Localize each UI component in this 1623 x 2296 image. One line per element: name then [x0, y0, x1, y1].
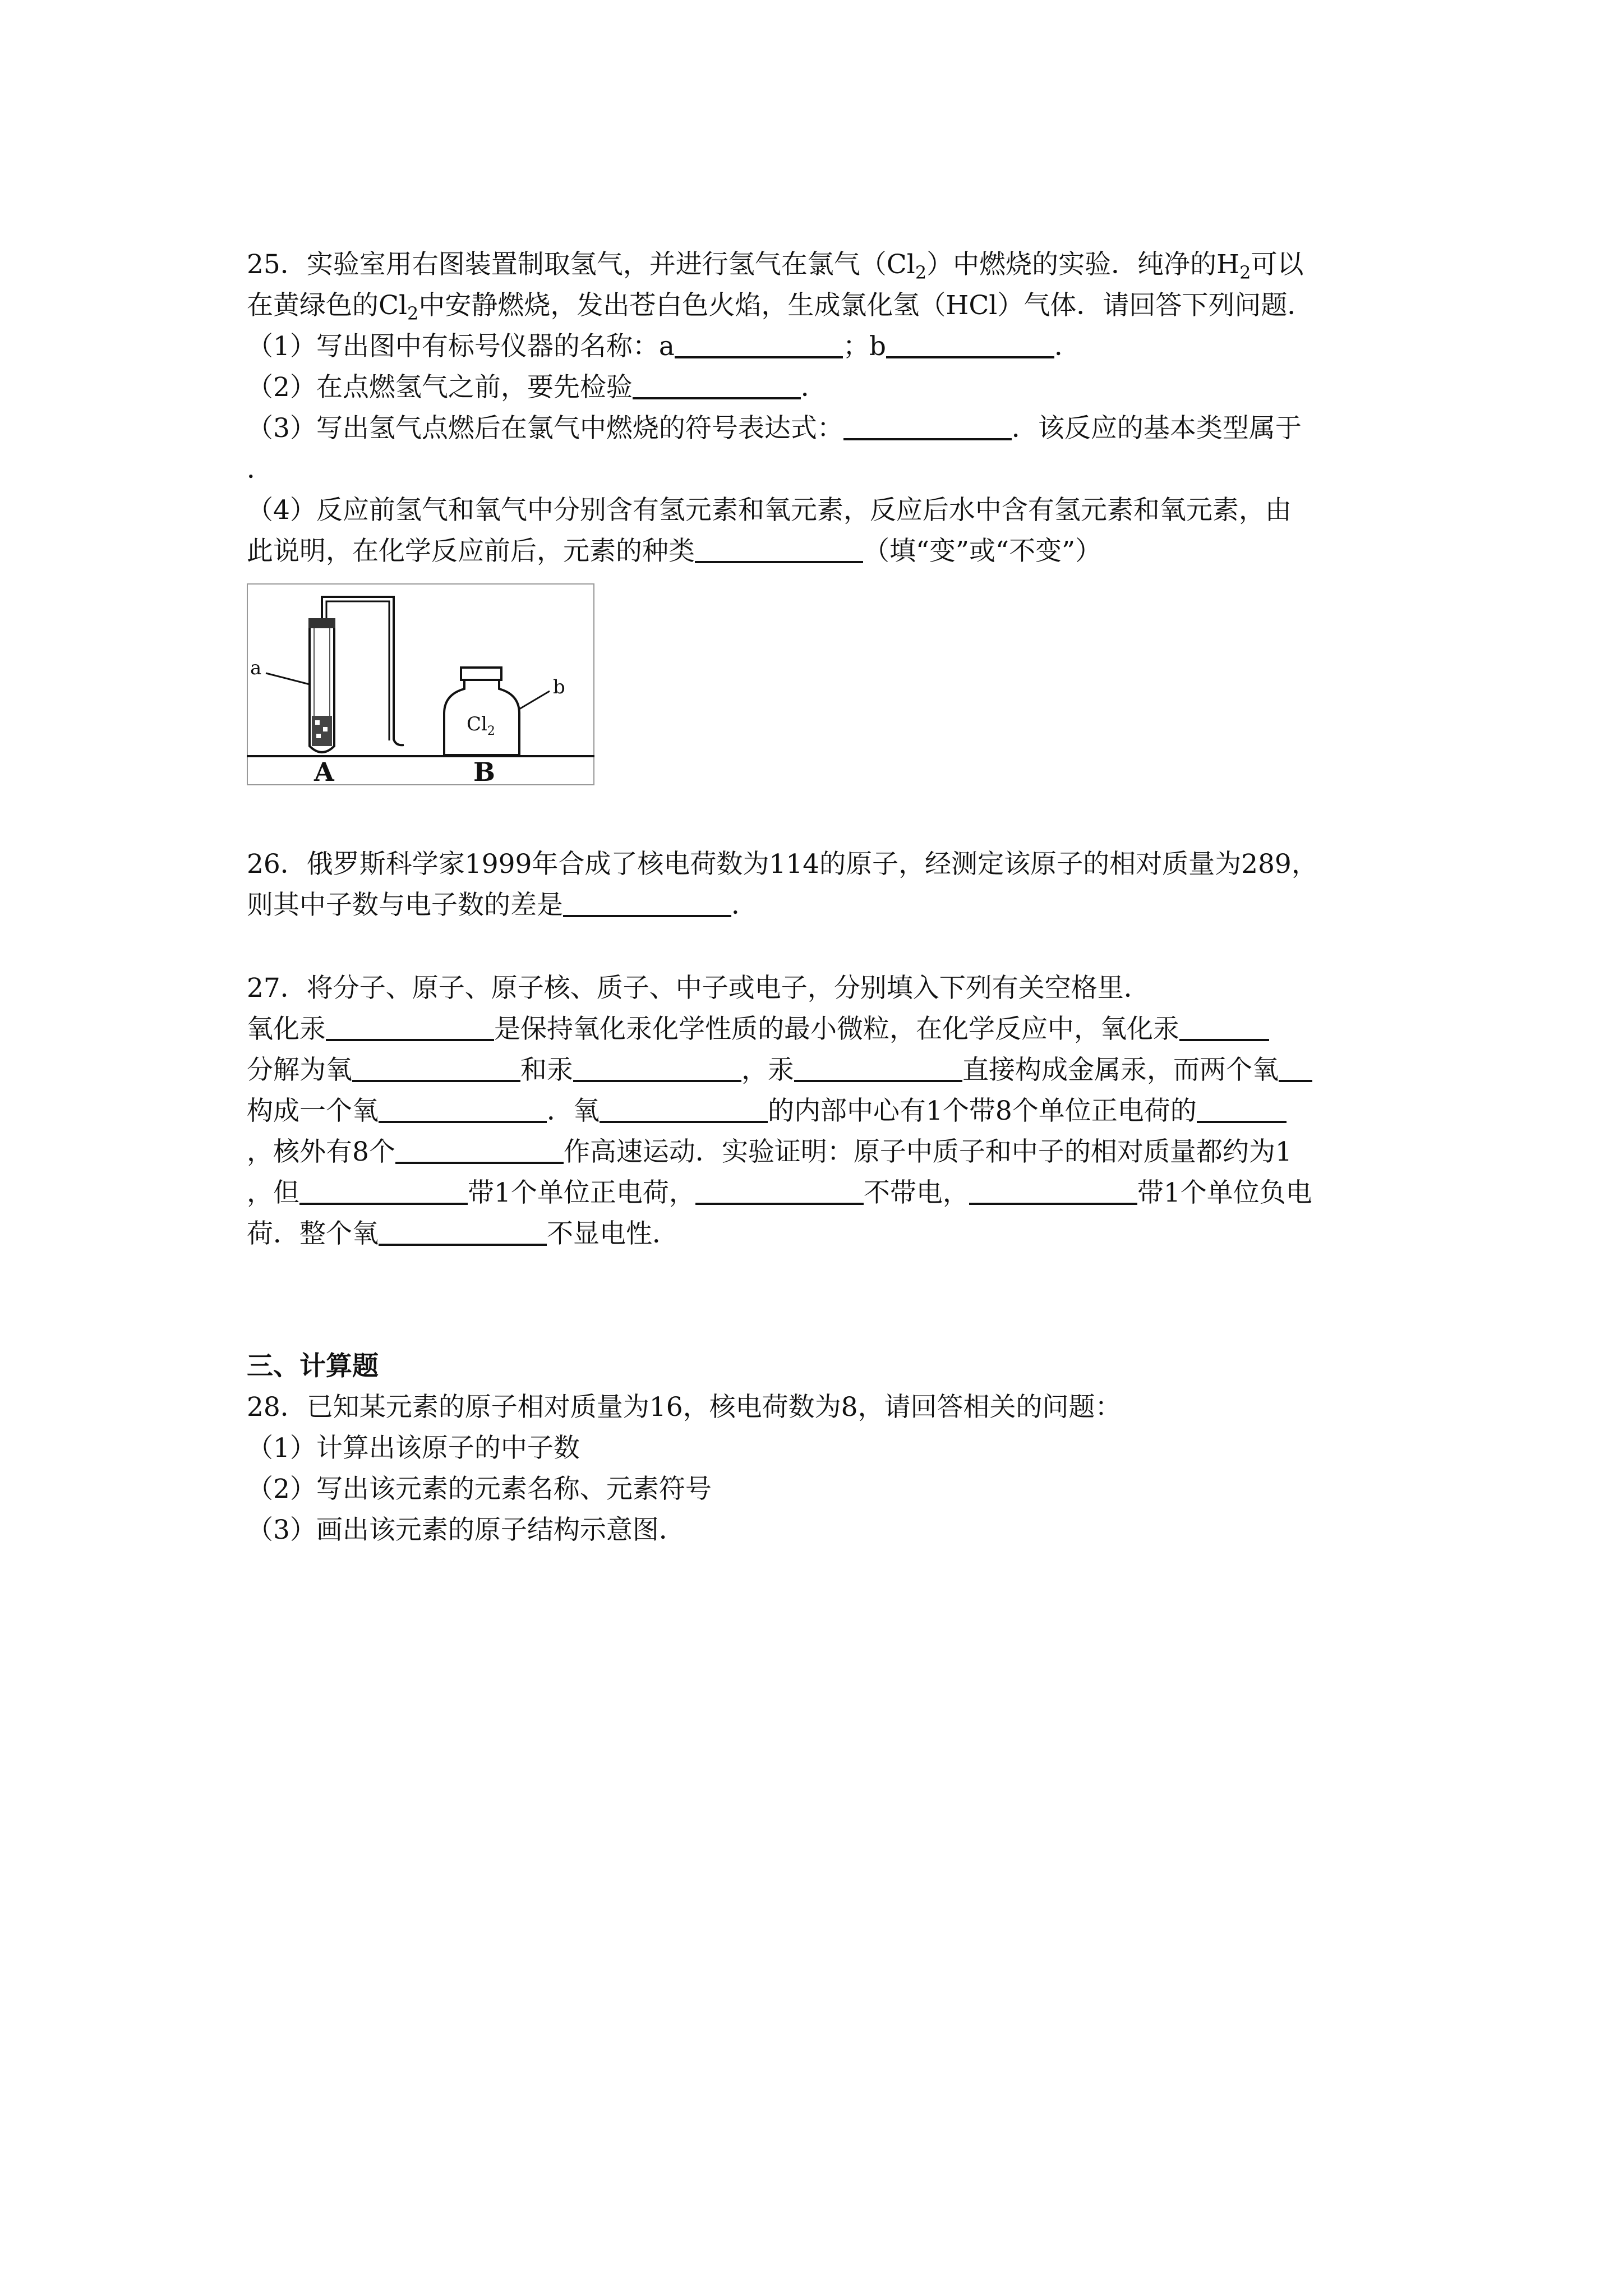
text: （1）写出图中有标号仪器的名称：a: [247, 331, 675, 362]
answer-blank[interactable]: [1179, 1016, 1269, 1041]
answer-blank[interactable]: [600, 1098, 768, 1123]
q27-line-6: [247, 1177, 1312, 1208]
jar-lid: [461, 668, 501, 680]
q25-part-1: [247, 333, 1081, 360]
text: ；b: [842, 331, 887, 362]
apparatus-figure: [247, 583, 594, 785]
text: 和汞: [520, 1055, 573, 1085]
q27-line-4: [247, 1098, 1287, 1124]
q28-part-2: （2）写出该元素的元素名称、元素符号: [247, 1474, 712, 1504]
label-A: A: [314, 757, 334, 785]
text: 则其中子数与电子数的差是: [247, 890, 563, 921]
q26-line-2: [247, 890, 758, 921]
text: 带1个单位正电荷，: [468, 1177, 695, 1208]
q28-part-1: （1）计算出该原子的中子数: [247, 1433, 580, 1464]
q25-part-3-cont: [247, 454, 273, 485]
text: 25．实验室用右图装置制取氢气，并进行氢气在氯气（Cl: [247, 249, 915, 280]
q25-part-2: [247, 374, 827, 401]
subscript: 2: [407, 303, 419, 324]
q27-line-3: [247, 1057, 1312, 1083]
zinc-granules: [312, 716, 332, 746]
subscript: 2: [915, 262, 927, 283]
text: 的内部中心有1个带8个单位正电荷的: [768, 1096, 1197, 1126]
stopper: [308, 618, 335, 628]
text: 带1个单位负电: [1137, 1177, 1312, 1208]
text: 作高速运动．实验证明：原子中质子和中子的相对质量都约为1: [563, 1137, 1292, 1167]
text: ．: [800, 372, 827, 403]
answer-blank[interactable]: [886, 334, 1054, 358]
q27-line-7: [247, 1218, 679, 1249]
q28-part-3: （3）画出该元素的原子结构示意图．: [247, 1515, 685, 1545]
text: 中安静燃烧，发出苍白色火焰，生成氯化氢（HCl）气体．请回答下列问题．: [418, 290, 1314, 321]
text: 构成一个氧: [247, 1096, 379, 1126]
subscript: 2: [1239, 262, 1251, 283]
text: ．氧: [547, 1096, 600, 1126]
q27-line-5: [247, 1139, 1292, 1165]
answer-blank[interactable]: [379, 1098, 547, 1123]
text: ．: [731, 890, 758, 921]
answer-blank[interactable]: [299, 1180, 468, 1205]
label-b: b: [553, 676, 565, 698]
answer-blank[interactable]: [695, 1180, 864, 1205]
label-B: B: [473, 757, 495, 785]
answer-blank[interactable]: [326, 1016, 494, 1041]
answer-blank[interactable]: [379, 1221, 547, 1246]
answer-blank[interactable]: [395, 1139, 564, 1164]
figure-frame: [247, 584, 594, 785]
text: 是保持氧化汞化学性质的最小微粒，在化学反应中，氧化汞: [494, 1014, 1179, 1045]
q25-part-4-line-2: [247, 536, 1102, 567]
q25-part-3: [247, 413, 1302, 444]
answer-blank[interactable]: [1197, 1098, 1287, 1123]
text: 此说明，在化学反应前后，元素的种类: [247, 536, 695, 567]
text: ）中燃烧的实验．纯净的H: [926, 249, 1240, 280]
text: 在黄绿色的Cl: [247, 290, 407, 321]
cl2-label: $Cl_2$: [467, 713, 495, 738]
text: （4）反应前氢气和氧气中分别含有氢元素和氧元素，反应后水中含有氢元素和氧元素，由: [247, 495, 1292, 526]
answer-blank[interactable]: [969, 1180, 1137, 1205]
text: 荷．整个氧: [247, 1218, 379, 1249]
text: 不显电性．: [547, 1218, 679, 1249]
q25-part-4-line-1: [247, 495, 1292, 526]
answer-blank[interactable]: [573, 1057, 741, 1082]
q25-line-1: [247, 251, 1304, 282]
text: 氧化汞: [247, 1014, 326, 1045]
text: ．该反应的基本类型属于: [1011, 413, 1302, 444]
label-a: a: [250, 657, 262, 679]
answer-blank[interactable]: [675, 334, 843, 358]
q27-line-1: [247, 973, 1150, 1004]
text: （3）写出氢气点燃后在氯气中燃烧的符号表达式：: [247, 413, 843, 444]
q28-stem: 28．已知某元素的原子相对质量为16，核电荷数为8，请回答相关的问题：: [247, 1392, 1122, 1423]
text: 27．将分子、原子、原子核、质子、中子或电子，分别填入下列有关空格里．: [247, 973, 1150, 1004]
answer-blank[interactable]: [352, 1057, 520, 1082]
text: ．: [1054, 331, 1081, 362]
text: ，汞: [741, 1055, 794, 1085]
text: 可以: [1251, 249, 1304, 280]
answer-blank[interactable]: [794, 1057, 962, 1082]
answer-blank[interactable]: [1279, 1057, 1312, 1082]
text: 直接构成金属汞，而两个氧: [962, 1055, 1279, 1085]
q25-line-2: [247, 292, 1313, 323]
answer-blank[interactable]: [843, 416, 1012, 440]
answer-blank[interactable]: [563, 892, 731, 917]
section-heading: 三、计算题: [247, 1351, 379, 1382]
text: （填“变”或“不变”）: [863, 536, 1102, 567]
text: 分解为氧: [247, 1055, 352, 1085]
text: ，但: [247, 1177, 299, 1208]
q27-line-2: [247, 1014, 1269, 1045]
text: （2）在点燃氢气之前，要先检验: [247, 372, 633, 403]
q26-line-1: [247, 849, 1318, 880]
text: 不带电，: [863, 1177, 969, 1208]
text: ．: [247, 454, 273, 485]
text: 26．俄罗斯科学家1999年合成了核电荷数为114的原子，经测定该原子的相对质量为289，: [247, 849, 1318, 880]
answer-blank[interactable]: [695, 539, 863, 563]
answer-blank[interactable]: [633, 375, 801, 399]
text: ，核外有8个: [247, 1137, 395, 1167]
